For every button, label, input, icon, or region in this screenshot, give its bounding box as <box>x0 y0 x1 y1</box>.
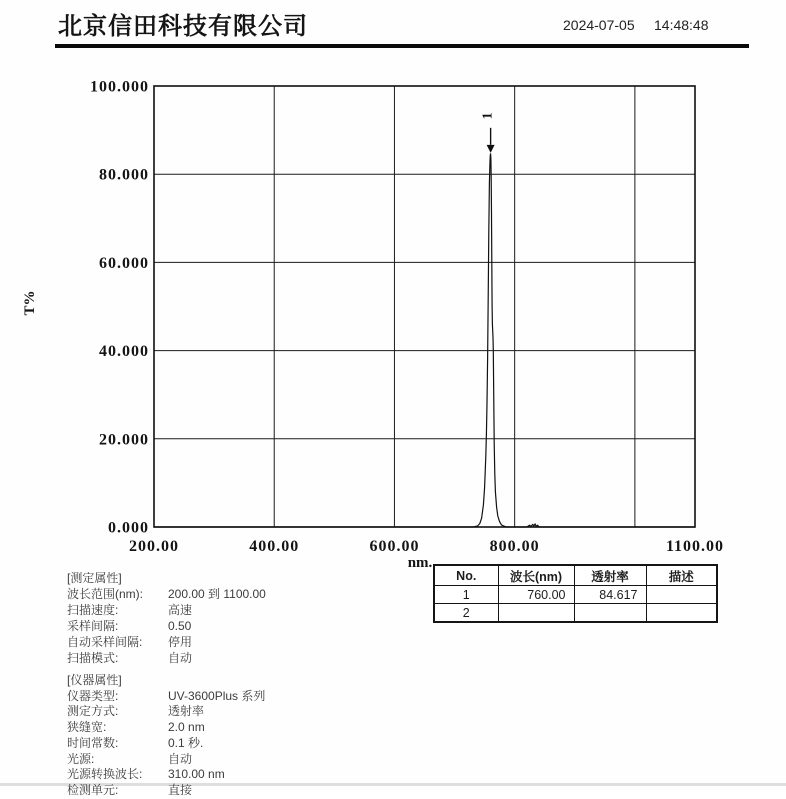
property-row <box>67 767 265 783</box>
peak-table-row <box>434 604 717 623</box>
property-label: 检测单元: <box>67 782 119 797</box>
y-tick-label: 60.000 <box>99 254 149 272</box>
section-title: [测定属性] <box>67 571 122 585</box>
y-tick-label: 100.000 <box>90 78 149 96</box>
company-name: 北京信田科技有限公司 <box>58 14 308 40</box>
peak-arrow-head <box>487 145 495 153</box>
property-row <box>67 736 265 752</box>
peak-table-cell: 84.617 <box>574 586 646 604</box>
property-value: 自动 <box>168 751 193 766</box>
property-label: 采样间隔: <box>67 619 119 633</box>
x-tick-label: 1100.00 <box>665 538 725 555</box>
peak-table-cell: 1 <box>434 586 498 604</box>
property-row <box>67 704 265 720</box>
property-row <box>67 783 265 799</box>
property-row <box>67 618 266 634</box>
property-value: 200.00 到 1100.00 <box>168 587 266 601</box>
y-tick-label: 20.000 <box>99 431 149 449</box>
x-tick-label: 800.00 <box>489 538 540 555</box>
peak-table-cell: 2 <box>434 604 498 623</box>
property-label: 波长范围(nm): <box>67 587 143 601</box>
peak-table-header-cell: 描述 <box>646 565 717 586</box>
property-label: 时间常数: <box>67 735 119 750</box>
property-value: UV-3600Plus 系列 <box>168 688 266 703</box>
property-value: 310.00 nm <box>168 767 225 782</box>
peak-table-header-row <box>434 565 717 586</box>
peak-table-header-cell: No. <box>434 565 498 586</box>
property-row <box>67 586 266 602</box>
property-row <box>67 720 265 736</box>
property-label: 仪器类型: <box>67 688 119 703</box>
y-tick-label: 40.000 <box>99 343 149 361</box>
measurement-properties <box>67 570 266 666</box>
report-time: 14:48:48 <box>654 17 709 33</box>
peak-table-header-cell: 透射率 <box>574 565 646 586</box>
property-label: 扫描模式: <box>67 651 119 665</box>
x-tick-label: 600.00 <box>369 538 420 555</box>
peak-table-cell <box>574 604 646 623</box>
property-value: 直接 <box>168 782 193 797</box>
property-value: 0.50 <box>168 619 192 633</box>
property-row <box>67 650 266 666</box>
instrument-properties <box>67 673 265 799</box>
peak-number-label: 1 <box>480 112 496 120</box>
property-label: 自动采样间隔: <box>67 635 143 649</box>
property-label: 测定方式: <box>67 704 119 719</box>
y-tick-label: 80.000 <box>99 166 149 184</box>
property-value: 自动 <box>168 651 193 665</box>
property-label: 狭缝宽: <box>67 720 107 735</box>
peak-table-cell: 760.00 <box>498 586 574 604</box>
section-title: [仪器属性] <box>67 673 122 687</box>
peak-table-row <box>434 586 717 604</box>
peak-table-cell <box>646 586 717 604</box>
peak-table-header-cell: 波长(nm) <box>498 565 574 586</box>
property-value: 高速 <box>168 603 193 617</box>
spectrum-curve <box>154 154 695 527</box>
x-axis-title: nm. <box>407 555 433 571</box>
property-label: 扫描速度: <box>67 603 119 617</box>
property-value: 2.0 nm <box>168 720 205 735</box>
x-tick-label: 400.00 <box>249 538 300 555</box>
property-row <box>67 752 265 768</box>
property-row <box>67 602 266 618</box>
property-row <box>67 689 265 705</box>
property-label: 光源: <box>67 751 95 766</box>
property-value: 透射率 <box>168 704 205 719</box>
property-row <box>67 634 266 650</box>
report-date: 2024-07-05 <box>563 17 635 33</box>
peak-table-cell <box>498 604 574 623</box>
x-tick-label: 200.00 <box>129 538 179 555</box>
y-tick-label: 0.000 <box>108 519 149 537</box>
property-value: 0.1 秒. <box>168 735 204 750</box>
property-label: 光源转换波长: <box>67 767 143 782</box>
peak-table-cell <box>646 604 717 623</box>
y-axis-title: T% <box>22 290 38 316</box>
property-value: 停用 <box>168 635 193 649</box>
peak-table <box>433 564 718 623</box>
plot-border <box>154 86 695 527</box>
